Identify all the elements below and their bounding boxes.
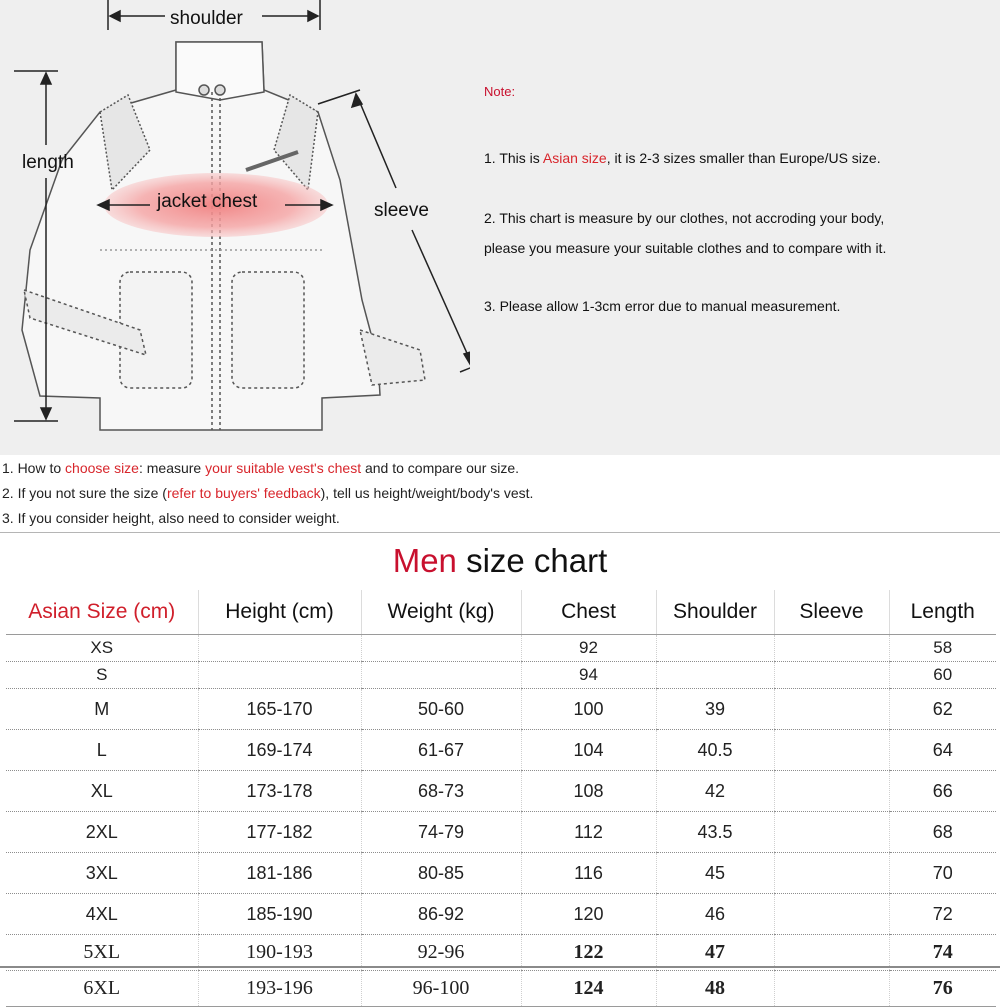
table-row	[6, 662, 996, 689]
shoulder-label: shoulder	[170, 8, 243, 29]
cell-size: 2XL	[6, 812, 198, 853]
cell-size: S	[6, 662, 198, 689]
header-sleeve: Sleeve	[774, 590, 889, 635]
length-label: length	[22, 152, 74, 173]
cell-length: 60	[889, 662, 996, 689]
cell-weight	[361, 662, 521, 689]
cell-sleeve	[774, 730, 889, 771]
table-row	[6, 771, 996, 812]
section-divider	[0, 532, 1000, 533]
cell-height	[198, 662, 361, 689]
table-row	[6, 971, 996, 1007]
sleeve-label: sleeve	[374, 200, 429, 221]
header-weight: Weight (kg)	[361, 590, 521, 635]
table-row	[6, 689, 996, 730]
cell-weight: 80-85	[361, 853, 521, 894]
table-row	[6, 730, 996, 771]
size-chart-table	[6, 590, 996, 1007]
asian-size-highlight: Asian size	[542, 150, 607, 166]
header-height: Height (cm)	[198, 590, 361, 635]
cell-chest: 116	[521, 853, 656, 894]
cell-chest: 120	[521, 894, 656, 935]
note-line-2a: 2. This chart is measure by our clothes, not accroding your body,	[484, 210, 885, 226]
cell-height: 165-170	[198, 689, 361, 730]
notes-block	[484, 84, 994, 321]
cell-sleeve	[774, 689, 889, 730]
cell-sleeve	[774, 662, 889, 689]
table-row	[6, 894, 996, 935]
note-line-1: 1. This is Asian size, it is 2-3 sizes smaller than Europe/US size.	[484, 150, 881, 166]
cell-size: XL	[6, 771, 198, 812]
cell-height: 177-182	[198, 812, 361, 853]
cell-height	[198, 635, 361, 662]
cell-chest: 92	[521, 635, 656, 662]
cell-sleeve	[774, 971, 889, 1007]
cell-weight: 92-96	[361, 935, 521, 971]
jacket-measurement-diagram	[0, 0, 470, 455]
cell-shoulder: 48	[656, 971, 774, 1007]
size-instructions	[2, 456, 533, 531]
cell-size: 4XL	[6, 894, 198, 935]
cell-length: 64	[889, 730, 996, 771]
cell-shoulder: 43.5	[656, 812, 774, 853]
chest-label: jacket chest	[157, 191, 258, 212]
cell-chest: 112	[521, 812, 656, 853]
cell-shoulder: 45	[656, 853, 774, 894]
cell-chest: 124	[521, 971, 656, 1007]
cell-length: 58	[889, 635, 996, 662]
table-header-row	[6, 590, 996, 635]
cell-height: 185-190	[198, 894, 361, 935]
cell-length: 62	[889, 689, 996, 730]
cell-weight: 96-100	[361, 971, 521, 1007]
table-separator-line	[0, 966, 1000, 968]
cell-height: 181-186	[198, 853, 361, 894]
cell-height: 193-196	[198, 971, 361, 1007]
cell-shoulder: 42	[656, 771, 774, 812]
cell-size: XS	[6, 635, 198, 662]
cell-length: 66	[889, 771, 996, 812]
instruction-3: 3. If you consider height, also need to consider weight.	[2, 510, 340, 526]
cell-weight: 68-73	[361, 771, 521, 812]
cell-height: 190-193	[198, 935, 361, 971]
cell-height: 169-174	[198, 730, 361, 771]
cell-sleeve	[774, 853, 889, 894]
cell-height: 173-178	[198, 771, 361, 812]
header-shoulder: Shoulder	[656, 590, 774, 635]
header-chest: Chest	[521, 590, 656, 635]
cell-shoulder: 39	[656, 689, 774, 730]
cell-weight	[361, 635, 521, 662]
cell-length: 70	[889, 853, 996, 894]
cell-size: 3XL	[6, 853, 198, 894]
instruction-2: 2. If you not sure the size (refer to buyers' feedback), tell us height/weight/body's vest.	[2, 485, 534, 501]
cell-shoulder: 46	[656, 894, 774, 935]
jacket-diagram-panel	[0, 0, 1000, 455]
cell-chest: 104	[521, 730, 656, 771]
header-asian-size: Asian Size (cm)	[6, 590, 198, 635]
cell-weight: 61-67	[361, 730, 521, 771]
table-row	[6, 853, 996, 894]
cell-shoulder	[656, 635, 774, 662]
cell-length: 76	[889, 971, 996, 1007]
cell-shoulder: 40.5	[656, 730, 774, 771]
cell-sleeve	[774, 812, 889, 853]
chart-title: Men size chart	[392, 542, 608, 579]
cell-sleeve	[774, 771, 889, 812]
cell-sleeve	[774, 635, 889, 662]
cell-length: 74	[889, 935, 996, 971]
table-row	[6, 635, 996, 662]
cell-size: L	[6, 730, 198, 771]
cell-size: M	[6, 689, 198, 730]
cell-shoulder: 47	[656, 935, 774, 971]
note-line-2b: please you measure your suitable clothes and to compare with it.	[484, 240, 887, 256]
cell-length: 68	[889, 812, 996, 853]
cell-chest: 122	[521, 935, 656, 971]
cell-weight: 50-60	[361, 689, 521, 730]
cell-length: 72	[889, 894, 996, 935]
header-length: Length	[889, 590, 996, 635]
cell-weight: 74-79	[361, 812, 521, 853]
cell-chest: 94	[521, 662, 656, 689]
cell-chest: 100	[521, 689, 656, 730]
cell-size: 6XL	[6, 971, 198, 1007]
instruction-1: 1. How to choose size: measure your suitable vest's chest and to compare our size.	[2, 460, 520, 476]
cell-chest: 108	[521, 771, 656, 812]
table-row	[6, 812, 996, 853]
cell-sleeve	[774, 894, 889, 935]
note-line-3: 3. Please allow 1-3cm error due to manual measurement.	[484, 298, 841, 314]
cell-shoulder	[656, 662, 774, 689]
cell-weight: 86-92	[361, 894, 521, 935]
note-title: Note:	[484, 84, 516, 99]
cell-size: 5XL	[6, 935, 198, 971]
